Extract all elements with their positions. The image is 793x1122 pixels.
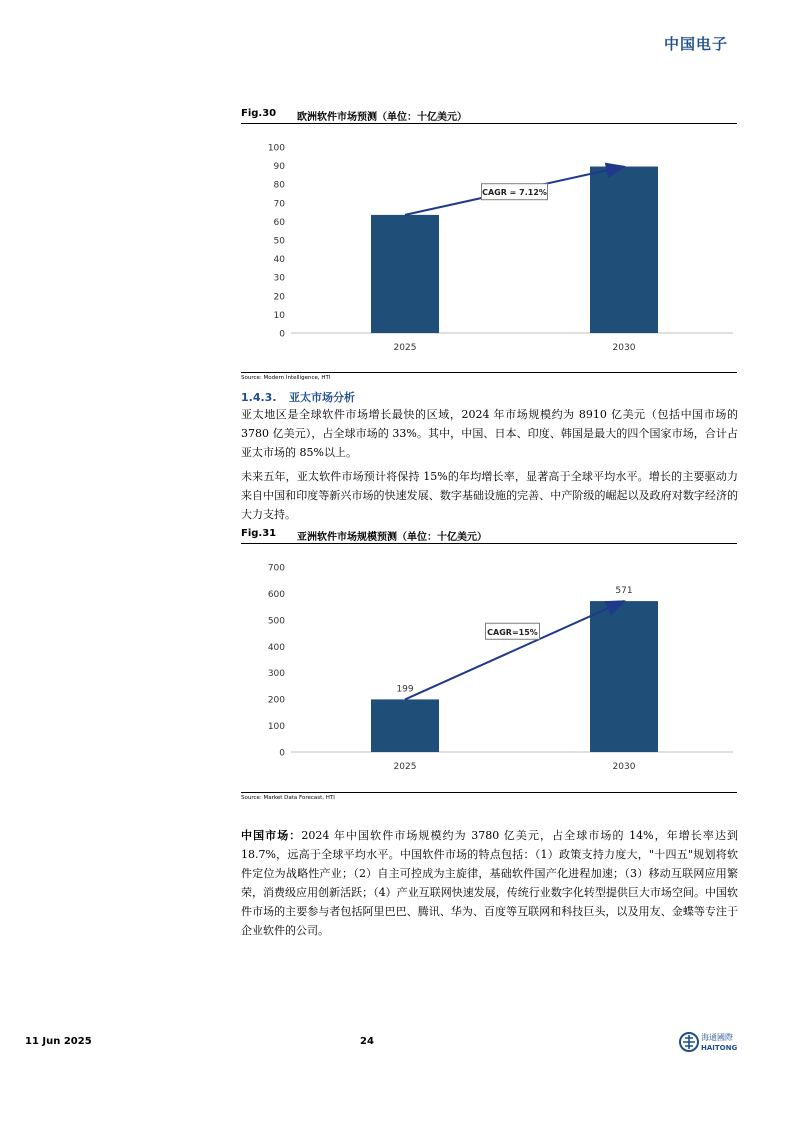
y-tick-label: 400: [267, 642, 285, 653]
y-tick-label: 600: [267, 589, 285, 600]
figure-31-source: Source: Market Data Forecast, HTI: [241, 795, 335, 801]
figure-30-header: [241, 107, 737, 124]
cagr-label: CAGR = 7.12%: [482, 188, 547, 198]
x-tick-label: 2025: [393, 762, 417, 772]
x-tick-label: 2025: [393, 343, 417, 353]
paragraph-china-market: [241, 826, 738, 940]
y-tick-label: 0: [279, 329, 285, 340]
haitong-logo: [679, 1029, 743, 1055]
y-tick-label: 300: [267, 669, 285, 680]
brand-header: 中国电子: [663, 35, 728, 53]
y-tick-label: 500: [267, 616, 285, 627]
y-tick-label: 0: [279, 748, 285, 759]
y-tick-label: 80: [273, 180, 285, 191]
figure-31-header: [241, 527, 737, 544]
y-tick-label: 100: [267, 143, 285, 154]
figure-30-footer: [241, 372, 737, 381]
x-tick-label: 2030: [612, 343, 636, 353]
paragraph-apac-growth: 未来五年，亚太软件市场预计将保持 15%的年均增长率，显著高于全球平均水平。增长的主要驱动力来自中国和印度等新兴市场的快速发展、数字基础设施的完善、中产阶级的崛起以及政府对数字经济的大力支持。: [241, 470, 738, 521]
bar-2030: [590, 601, 658, 752]
y-tick-label: 200: [267, 695, 285, 706]
data-label: 199: [396, 684, 414, 695]
bar-2025: [371, 699, 439, 752]
figure-30-title: 欧洲软件市场预测（单位：十亿美元）: [297, 112, 467, 123]
chart-asia-software: [241, 552, 737, 788]
x-tick-label: 2030: [612, 762, 636, 772]
figure-31-title: 亚洲软件市场规模预测（单位：十亿美元）: [297, 532, 487, 543]
section-number: 1.4.3.: [241, 391, 277, 404]
y-tick-label: 70: [273, 199, 285, 210]
figure-31-number: Fig.31: [241, 528, 277, 539]
bar-2025: [371, 215, 439, 333]
logo-cn-text: 海通國際: [701, 1033, 733, 1042]
y-tick-label: 60: [273, 217, 285, 228]
y-tick-label: 30: [273, 273, 285, 284]
y-tick-label: 20: [273, 292, 285, 303]
paragraph-apac-overview: 亚太地区是全球软件市场增长最快的区域，2024 年市场规模约为 8910 亿美元（包括中国市场的 3780 亿美元），占全球市场的 33%。其中，中国、日本、印度、韩国是最大的四个国家市场，合计占亚太市场的 85%以上。: [241, 408, 738, 459]
footer-date: 11 Jun 2025: [25, 1036, 92, 1047]
figure-30-number: Fig.30: [241, 108, 277, 119]
section-title: 亚太市场分析: [289, 391, 355, 404]
data-label: 571: [615, 586, 633, 597]
section-heading: [241, 389, 355, 405]
y-tick-label: 100: [267, 722, 285, 733]
cagr-label: CAGR=15%: [487, 627, 538, 637]
china-market-text: 2024 年中国软件市场规模约为 3780 亿美元，占全球市场的 14%，年增长率达到 18.7%，远高于全球平均水平。中国软件市场的特点包括：（1）政策支持力度大，"十四五"规划将软件定位为战略性产业；（2）自主可控成为主旋律，基础软件国产化进程加速；（3）移动互联网应用繁荣，消费级应用创新活跃；（4）产业互联网快速发展，传统行业数字化转型提供巨大市场空间。中国软件市场的主要参与者包括阿里巴巴、腾讯、华为、百度等互联网和科技巨头，以及用友、金蝶等专注于企业软件的公司。: [241, 829, 739, 937]
bar-2030: [590, 167, 658, 333]
logo-mark-icon: [683, 1035, 695, 1049]
chart-europe-software: [241, 130, 737, 370]
y-tick-label: 700: [267, 563, 285, 574]
y-tick-label: 90: [273, 162, 285, 173]
page-number: 24: [360, 1036, 374, 1047]
china-market-lead: 中国市场：: [241, 829, 302, 842]
y-tick-label: 10: [273, 310, 285, 321]
figure-30-source: Source: Modern Intelligence, HTI: [241, 375, 331, 381]
y-tick-label: 50: [273, 236, 285, 247]
y-tick-label: 40: [273, 255, 285, 266]
logo-en-text: HAITONG: [701, 1044, 738, 1052]
figure-31-footer: [241, 792, 737, 801]
